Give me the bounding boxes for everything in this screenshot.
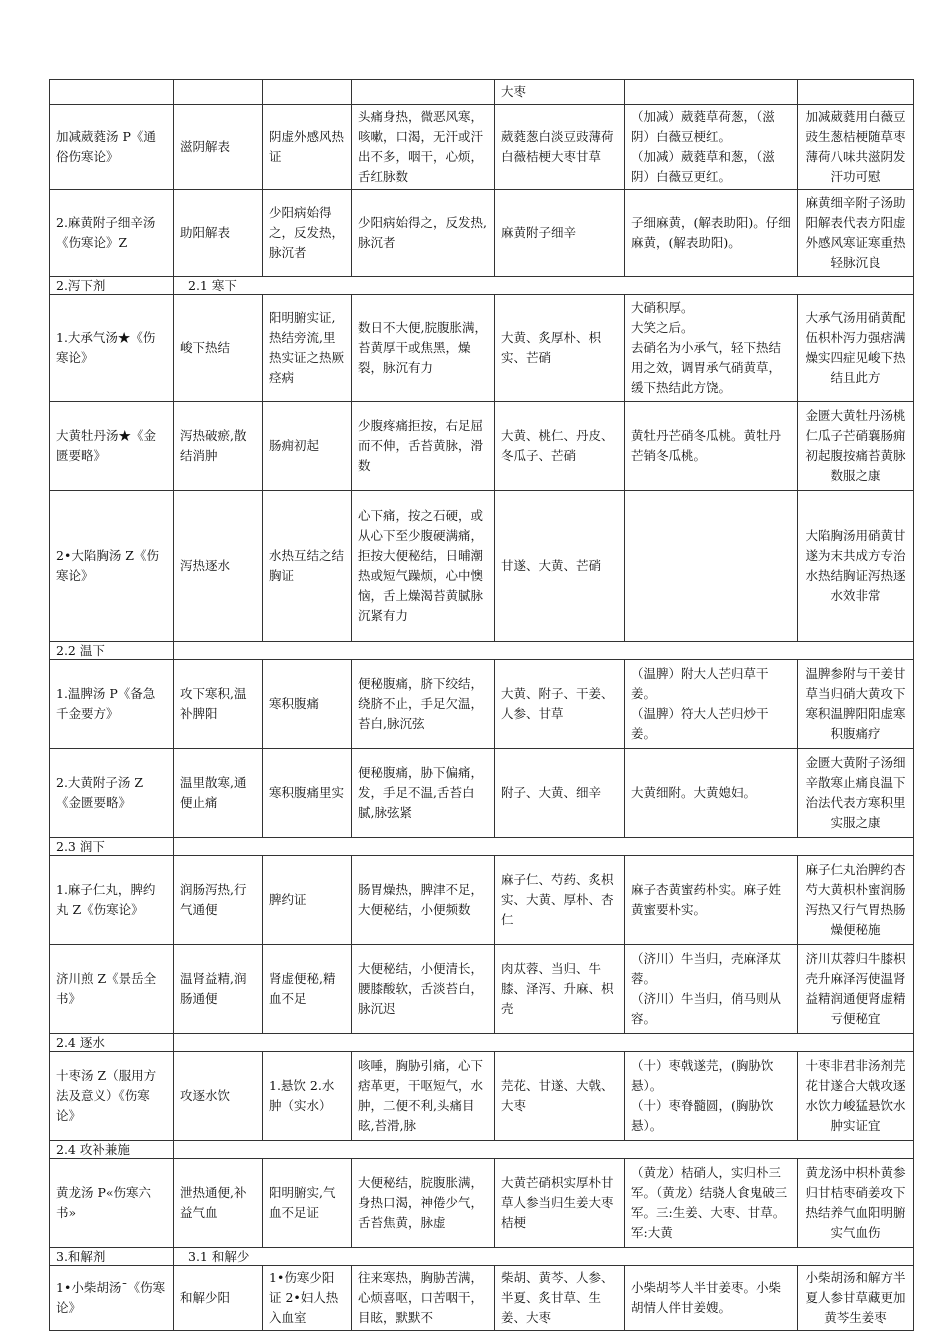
cell-symptom	[352, 80, 495, 105]
formula-row	[50, 491, 914, 642]
cell-herbs: 大黄、附子、干姜、人参、甘草	[495, 660, 625, 749]
mnemonic-line: 大硝积厚。	[631, 300, 694, 315]
cell-func: 助阳解表	[174, 190, 263, 277]
cell-symptom: 心下痛，按之石硬，或从心下至少腹硬满痛，拒按大便秘结，日晡潮热或短气躁烦，心中懊恼，舌上燥渴苔黄腻脉沉紧有力	[352, 491, 495, 642]
cell-indic: 寒积腹痛里实	[263, 749, 352, 838]
cell-summary: 金匮大黄附子汤细辛散寒止痛良温下治法代表方寒积里实服之康	[798, 749, 914, 838]
mnemonic-line: （济川）牛当归，俏马则从容。	[631, 991, 782, 1026]
subsection-title	[174, 642, 914, 660]
cell-symptom: 肠胃燥热，脾津不足，大便秘结，小便频数	[352, 856, 495, 945]
section-title: 3.和解剂	[50, 1248, 174, 1266]
cell-mnemonic	[625, 491, 798, 642]
cell-summary: 加减葳蕤用白薇豆豉生葱桔梗随草枣薄荷八味共滋阴发汗功可慰	[798, 105, 914, 190]
cell-indic: 1•伤寒少阳证 2•妇人热入血室	[263, 1266, 352, 1331]
cell-func: 泄热通便,补益气血	[174, 1159, 263, 1248]
section-title: 2.2 温下	[50, 642, 174, 660]
cell-func: 和解少阳	[174, 1266, 263, 1331]
cell-func: 泻热逐水	[174, 491, 263, 642]
cell-summary	[798, 80, 914, 105]
cell-indic: 阳明腑实,气血不足证	[263, 1159, 352, 1248]
section-title: 2.4 逐水	[50, 1034, 174, 1052]
cell-herbs: 附子、大黄、细辛	[495, 749, 625, 838]
section-title: 2.泻下剂	[50, 277, 174, 295]
cell-herbs: 麻黄附子细辛	[495, 190, 625, 277]
cell-symptom: 便秘腹痛，胁下偏痛，发，手足不温,舌苔白腻,脉弦紧	[352, 749, 495, 838]
cell-indic: 肠痈初起	[263, 402, 352, 491]
cell-summary: 麻子仁丸治脾约杏芍大黄枳朴蜜润肠泻热又行气胃热肠燥便秘施	[798, 856, 914, 945]
formula-row	[50, 1052, 914, 1141]
cell-indic	[263, 80, 352, 105]
formula-row	[50, 660, 914, 749]
cell-symptom: 头痛身热，微恶风寒，咳嗽，口渴，无汗或汗出不多，咽干，心烦，舌红脉数	[352, 105, 495, 190]
cell-indic: 水热互结之结胸证	[263, 491, 352, 642]
cell-func	[174, 80, 263, 105]
cell-symptom: 少腹疼痛拒按，右足屈而不伸，舌苔黄脉，滑数	[352, 402, 495, 491]
formula-table-body	[50, 80, 914, 1331]
cell-mnemonic	[625, 190, 798, 277]
cell-summary: 大陷胸汤用硝黄甘遂为末共成方专治水热结胸证泻热逐水效非常	[798, 491, 914, 642]
section-header-row	[50, 1034, 914, 1052]
cell-mnemonic	[625, 1052, 798, 1141]
mnemonic-line: 黄牡丹芒硝冬瓜桃。黄牡丹芒销冬瓜桃。	[631, 428, 782, 463]
cell-func: 温肾益精,润肠通便	[174, 945, 263, 1034]
formula-row	[50, 856, 914, 945]
section-title: 2.3 润下	[50, 838, 174, 856]
section-header-row	[50, 1248, 914, 1266]
cell-indic: 肾虚便秘,精血不足	[263, 945, 352, 1034]
formula-table	[49, 79, 914, 1331]
cell-name: 2.大黄附子汤 Z《金匮要略》	[50, 749, 174, 838]
cell-summary: 十枣非君非汤剂芫花甘遂合大戟攻逐水饮力峻猛悬饮水肿实证宜	[798, 1052, 914, 1141]
mnemonic-line: （温脾）附大人芒归草干姜。	[631, 666, 769, 701]
cell-func: 滋阴解表	[174, 105, 263, 190]
section-title: 2.4 攻补兼施	[50, 1141, 174, 1159]
mnemonic-line: 去硝名为小承气，轻下热结用之效，调胃承气硝黄草，缓下热结此方饶。	[631, 340, 782, 395]
cell-mnemonic	[625, 402, 798, 491]
mnemonic-line: 子细麻黄，(解表助阳)。仔细麻黄，(解表助阳)。	[631, 215, 791, 250]
cell-func: 润肠泻热,行气通便	[174, 856, 263, 945]
cell-symptom: 大便秘结，小便清长，腰膝酸软，舌淡苔白，脉沉迟	[352, 945, 495, 1034]
section-header-row	[50, 1141, 914, 1159]
cell-indic: 寒积腹痛	[263, 660, 352, 749]
formula-row	[50, 295, 914, 402]
cell-name: 1.大承气汤★《伤寒论》	[50, 295, 174, 402]
cell-mnemonic	[625, 660, 798, 749]
subsection-title: 2.1 寒下	[174, 277, 914, 295]
formula-row	[50, 105, 914, 190]
cell-indic: 脾约证	[263, 856, 352, 945]
cell-summary: 麻黄细辛附子汤助阳解表代表方阳虚外感风寒证寒重热轻脉沉良	[798, 190, 914, 277]
cell-func: 泻热破瘀,散结消肿	[174, 402, 263, 491]
mnemonic-line: （黄龙）桔硝人，实归朴三军。（黄龙）结骁人食鬼破三军。三:生姜、大枣、甘草。军:大黄	[631, 1165, 788, 1240]
cell-name: 2•大陷胸汤 Z《伤寒论》	[50, 491, 174, 642]
cell-name: 1•小柴胡汤ˉ《伤寒论》	[50, 1266, 174, 1331]
subsection-title: 3.1 和解少	[174, 1248, 914, 1266]
cell-mnemonic	[625, 1159, 798, 1248]
mnemonic-line: （十）枣脊髓圆，(胸胁饮悬）。	[631, 1098, 774, 1133]
cell-herbs: 大黄、桃仁、丹皮、冬瓜子、芒硝	[495, 402, 625, 491]
cell-herbs: 芫花、甘遂、大戟、大枣	[495, 1052, 625, 1141]
formula-row	[50, 749, 914, 838]
cell-summary: 黄龙汤中枳朴黄参归甘桔枣硝姜攻下热结养气血阳明腑实气血伤	[798, 1159, 914, 1248]
cell-herbs: 葳蕤葱白淡豆豉薄荷白薇桔梗大枣甘草	[495, 105, 625, 190]
cell-summary: 大承气汤用硝黄配伍枳朴泻力强痞满燥实四症见峻下热结且此方	[798, 295, 914, 402]
cell-mnemonic	[625, 856, 798, 945]
formula-row	[50, 402, 914, 491]
cell-summary: 金匮大黄牡丹汤桃仁瓜子芒硝襄肠痈初起腹按痛苔黄脉数服之康	[798, 402, 914, 491]
cell-func: 攻逐水饮	[174, 1052, 263, 1141]
cell-name: 十枣汤 Z（服用方法及意义）《伤寒论》	[50, 1052, 174, 1141]
cell-herbs: 肉苁蓉、当归、牛膝、泽泻、升麻、枳壳	[495, 945, 625, 1034]
mnemonic-line: 麻子杏黄蜜药朴实。麻子姓黄蜜要朴实。	[631, 882, 782, 917]
cell-func: 攻下寒积,温补脾阳	[174, 660, 263, 749]
cell-herbs: 柴胡、黄芩、人参、半夏、炙甘草、生姜、大枣	[495, 1266, 625, 1331]
formula-row	[50, 1266, 914, 1331]
cell-mnemonic	[625, 945, 798, 1034]
cell-mnemonic	[625, 105, 798, 190]
cell-mnemonic	[625, 80, 798, 105]
cell-summary: 济川苁蓉归牛膝枳壳升麻泽泻使温肾益精润通便肾虚精亏便秘宜	[798, 945, 914, 1034]
cell-name: 黄龙汤 P«伤寒六书»	[50, 1159, 174, 1248]
cell-name: 1.麻子仁丸，脾约丸 Z《伤寒论》	[50, 856, 174, 945]
cell-indic: 阳明腑实证,热结旁流,里热实证之热厥痉病	[263, 295, 352, 402]
cell-summary: 温脾参附与干姜甘草当归硝大黄攻下寒积温脾阳阳虚寒积腹痛疗	[798, 660, 914, 749]
cell-func: 峻下热结	[174, 295, 263, 402]
cell-name	[50, 80, 174, 105]
cell-herbs: 麻子仁、芍药、炙枳实、大黄、厚朴、杏仁	[495, 856, 625, 945]
formula-row	[50, 80, 914, 105]
cell-func: 温里散寒,通便止痛	[174, 749, 263, 838]
section-header-row	[50, 838, 914, 856]
cell-symptom: 数日不大便,脘腹胀满，苔黄厚干或焦黑，燥裂，脉沉有力	[352, 295, 495, 402]
cell-mnemonic	[625, 1266, 798, 1331]
mnemonic-line: 大笑之后。	[631, 320, 694, 335]
cell-name: 加减葳蕤汤 P《通俗伤寒论》	[50, 105, 174, 190]
cell-indic: 少阳病始得之，反发热，脉沉者	[263, 190, 352, 277]
formula-row	[50, 945, 914, 1034]
cell-herbs: 大黄芒硝枳实厚朴甘草人参当归生姜大枣桔梗	[495, 1159, 625, 1248]
cell-herbs: 大枣	[495, 80, 625, 105]
cell-symptom: 便秘腹痛，脐下绞结，绕脐不止，手足欠温，苔白,脉沉弦	[352, 660, 495, 749]
cell-symptom: 咳唾，胸胁引痛，心下痞革更，干呕短气，水肿，二便不利,头痛目眩,苔滑,脉	[352, 1052, 495, 1141]
formula-row	[50, 190, 914, 277]
mnemonic-line: （加减）葳蕤草和葱，（滋阴）白薇豆更红。	[631, 149, 775, 184]
mnemonic-line: （温脾）符大人芒归炒干姜。	[631, 706, 769, 741]
cell-name: 大黄牡丹汤★《金匮要略》	[50, 402, 174, 491]
cell-symptom: 大便秘结，脘腹胀满，身热口渴，神倦少气，舌苔焦黄，脉虚	[352, 1159, 495, 1248]
cell-mnemonic	[625, 749, 798, 838]
formula-row	[50, 1159, 914, 1248]
mnemonic-line: （济川）牛当归，壳麻泽苁蓉。	[631, 951, 782, 986]
cell-herbs: 大黄、炙厚朴、枳实、芒硝	[495, 295, 625, 402]
subsection-title	[174, 1141, 914, 1159]
subsection-title	[174, 1034, 914, 1052]
cell-mnemonic	[625, 295, 798, 402]
mnemonic-line: （加减）葳蕤草荷葱，（滋阴）白薇豆梗红。	[631, 109, 775, 144]
cell-name: 济川煎 Z《景岳全书》	[50, 945, 174, 1034]
cell-name: 1.温脾汤 P《备急千金要方》	[50, 660, 174, 749]
cell-summary: 小柴胡汤和解方半夏人参甘草藏更加黄芩生姜枣	[798, 1266, 914, 1331]
mnemonic-line: 大黄细附。大黄媳妇。	[631, 785, 757, 800]
section-header-row	[50, 277, 914, 295]
mnemonic-line: （十）枣戟遂芫，(胸胁饮悬）。	[631, 1058, 774, 1093]
cell-symptom: 往来寒热，胸胁苦满，心烦喜呕，口苦咽干，目眩，默默不	[352, 1266, 495, 1331]
cell-name: 2.麻黄附子细辛汤《伤寒论》Z	[50, 190, 174, 277]
mnemonic-line: 小柴胡芩人半甘姜枣。小柴胡情人伴甘姜嫂。	[631, 1280, 782, 1315]
cell-symptom: 少阳病始得之，反发热,脉沉者	[352, 190, 495, 277]
cell-herbs: 甘遂、大黄、芒硝	[495, 491, 625, 642]
cell-indic: 1.悬饮 2.水肿（实水）	[263, 1052, 352, 1141]
subsection-title	[174, 838, 914, 856]
cell-indic: 阴虚外感风热证	[263, 105, 352, 190]
section-header-row	[50, 642, 914, 660]
